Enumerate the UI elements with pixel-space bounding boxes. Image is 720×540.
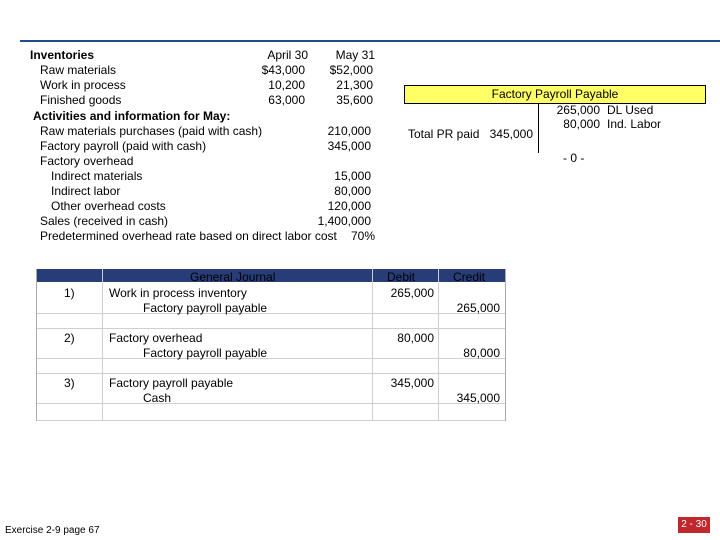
- entry-credit-account: Cash: [143, 391, 172, 405]
- inv-row-april: 10,200: [268, 78, 305, 92]
- t-account-debit-value: 345,000: [489, 127, 533, 141]
- entry-number: 2): [64, 331, 75, 345]
- activity-value: 1,400,000: [317, 214, 371, 228]
- debit-header: Debit: [387, 270, 416, 284]
- exercise-reference: Exercise 2-9 page 67: [5, 525, 100, 536]
- journal-row-divider: [37, 328, 505, 329]
- t-account-debit-label: Total PR paid: [408, 127, 480, 141]
- activity-label: Indirect materials: [51, 169, 143, 183]
- entry-credit-account: Factory payroll payable: [143, 301, 268, 315]
- t-account-credit-label: DL Used: [607, 103, 654, 117]
- activity-label: Other overhead costs: [51, 199, 166, 213]
- entry-number: 3): [64, 376, 75, 390]
- journal-row-divider: [37, 313, 505, 314]
- activity-label: Raw materials purchases (paid with cash): [40, 124, 263, 138]
- entry-credit-amount: 265,000: [456, 301, 500, 315]
- entry-credit-account: Factory payroll payable: [143, 346, 268, 360]
- journal-row-divider: [37, 373, 505, 374]
- entry-credit-amount: 345,000: [456, 391, 500, 405]
- overhead-rate-label: Predetermined overhead rate based on direct labor cost: [40, 229, 337, 243]
- inv-row-may: $52,000: [329, 63, 373, 77]
- journal-column-divider: [102, 269, 103, 421]
- inv-row-label: Work in process: [40, 78, 126, 92]
- inv-row-label: Raw materials: [40, 63, 117, 77]
- activity-value: 120,000: [327, 199, 371, 213]
- entry-debit-amount: 345,000: [390, 376, 434, 390]
- activity-label: Indirect labor: [51, 184, 121, 198]
- page-number-badge: 2 - 30: [678, 517, 710, 533]
- col-may-header: May 31: [335, 48, 375, 62]
- t-account-credit-value: 265,000: [556, 103, 600, 117]
- t-account-credit-label: Ind. Labor: [607, 117, 662, 131]
- journal-row-divider: [37, 358, 505, 359]
- t-account-title: Factory Payroll Payable: [404, 85, 706, 104]
- inv-row-april: $43,000: [261, 63, 305, 77]
- top-divider: [20, 40, 720, 42]
- entry-debit-amount: 80,000: [397, 331, 434, 345]
- activity-value: 80,000: [334, 184, 371, 198]
- entry-number: 1): [64, 286, 75, 300]
- entry-debit-account: Work in process inventory: [109, 286, 247, 300]
- activity-value: 15,000: [334, 169, 371, 183]
- journal-row-divider: [37, 403, 505, 404]
- inv-row-may: 21,300: [336, 78, 373, 92]
- activity-label: Factory overhead: [40, 154, 134, 168]
- entry-credit-amount: 80,000: [463, 346, 500, 360]
- inv-row-april: 63,000: [268, 93, 305, 107]
- activity-label: Factory payroll (paid with cash): [40, 139, 207, 153]
- entry-debit-account: Factory overhead: [109, 331, 203, 345]
- col-april-header: April 30: [267, 48, 308, 62]
- activity-value: 210,000: [327, 124, 371, 138]
- journal-title: General Journal: [190, 270, 276, 284]
- journal-row-divider: [37, 420, 505, 421]
- t-account-credit-value: 80,000: [563, 117, 600, 131]
- t-account-balance: - 0 -: [563, 151, 585, 165]
- entry-debit-amount: 265,000: [390, 286, 434, 300]
- activities-heading: Activities and information for May:: [33, 109, 231, 123]
- activity-value: 345,000: [327, 139, 371, 153]
- entry-debit-account: Factory payroll payable: [109, 376, 234, 390]
- general-journal: [36, 269, 506, 421]
- inventories-heading: Inventories: [30, 48, 95, 62]
- credit-header: Credit: [453, 270, 486, 284]
- overhead-rate-value: 70%: [350, 229, 375, 243]
- activity-label: Sales (received in cash): [40, 214, 169, 228]
- inv-row-label: Finished goods: [40, 93, 122, 107]
- inv-row-may: 35,600: [336, 93, 373, 107]
